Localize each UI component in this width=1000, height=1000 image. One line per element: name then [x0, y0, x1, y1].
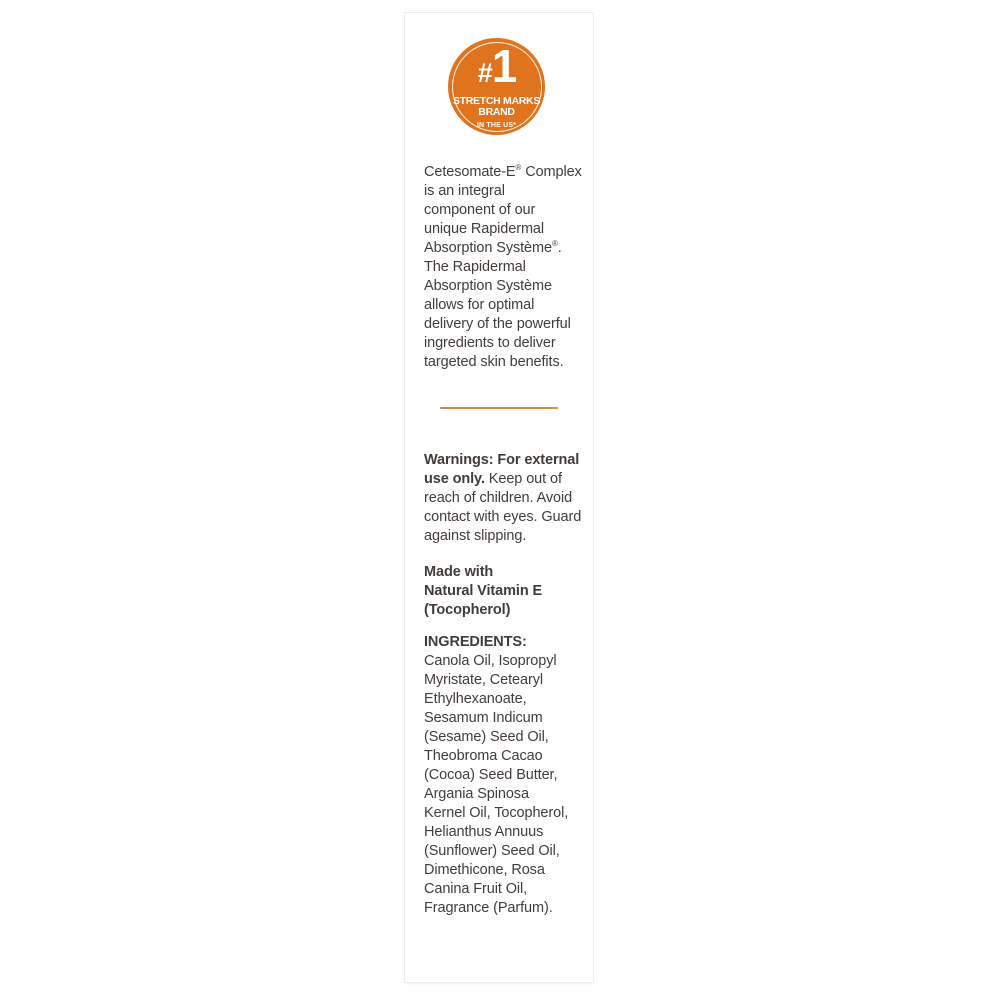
badge-region-label: IN THE US* [476, 121, 517, 129]
badge-inner-ring [452, 39, 542, 132]
badge-brand-label: BRAND [478, 105, 515, 118]
ingredients-heading [424, 633, 527, 652]
divider-line [440, 407, 558, 409]
badge-rank-number [477, 39, 516, 94]
description-paragraph: Cetesomate-E® Complex is an integral component of our unique Rapidermal Absorption Système®. The Rapidermal Absorption Système allows for optimal delivery of the powerful ingredients to deliver targeted skin benefits. [424, 163, 582, 370]
ingredients-heading-label: INGREDIENTS: [424, 634, 527, 650]
ingredients-list: Canola Oil, Isopropyl Myristate, Cetearyl Ethylhexanoate, Sesamum Indicum (Sesame) Seed Oil, Theobroma Cacao (Cocoa) Seed Butter, Argania Spinosa Kernel Oil, Tocopherol, Helianthus Annuus (Sunflower) Seed Oil, Dimethicone, Rosa Canina Fruit Oil, Fragrance (Parfum). [424, 653, 569, 916]
product-box-side-panel [405, 13, 593, 982]
warnings-paragraph: Warnings: For external use only. Keep out of reach of children. Avoid contact with eyes. Guard against slipping. [424, 452, 582, 544]
made-with-claim: Made with Natural Vitamin E (Tocopherol) [424, 564, 543, 618]
stretch-marks-badge [448, 38, 545, 135]
badge-number-digit: 1 [491, 39, 516, 92]
badge-hash-symbol: # [477, 57, 492, 88]
badge-stretch-marks-label: STRETCH MARKS [452, 94, 541, 107]
